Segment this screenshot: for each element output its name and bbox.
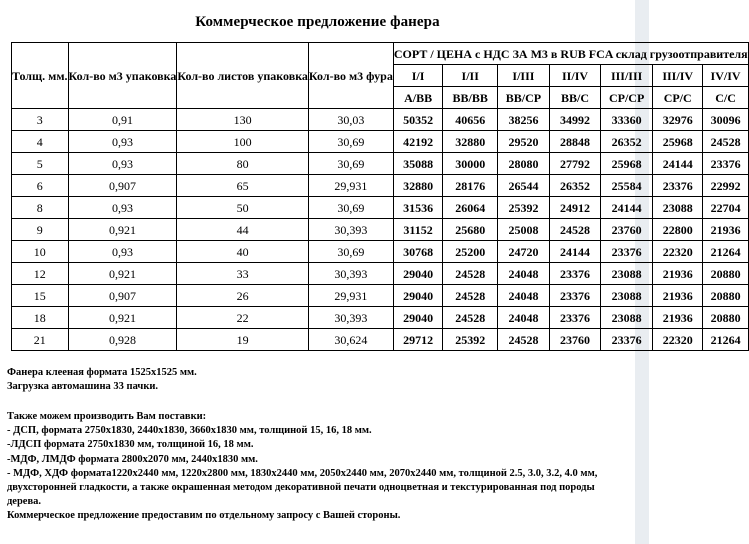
price-cell: 42192 (393, 131, 442, 153)
price-cell: 23376 (549, 285, 601, 307)
price-cell: 25584 (601, 175, 653, 197)
sheets-pack-cell: 22 (177, 307, 309, 329)
grade-header: III/IV (652, 65, 703, 87)
table-row (12, 285, 749, 307)
price-cell: 24144 (601, 197, 653, 219)
price-cell: 30000 (443, 153, 498, 175)
thickness-cell: 3 (12, 109, 69, 131)
phrase-header: A/BB (393, 87, 442, 109)
price-cell: 24528 (498, 329, 550, 351)
volume-truck-cell: 30,69 (308, 197, 393, 219)
price-cell: 20880 (703, 307, 748, 329)
price-cell: 24528 (443, 285, 498, 307)
price-cell: 24048 (498, 285, 550, 307)
table-row (12, 219, 749, 241)
price-cell: 21936 (652, 307, 703, 329)
volume-truck-cell: 30,69 (308, 131, 393, 153)
price-cell: 24144 (549, 241, 601, 263)
price-cell: 24144 (652, 153, 703, 175)
grade-header: I/II (443, 65, 498, 87)
price-cell: 32880 (443, 131, 498, 153)
price-cell: 21264 (703, 241, 748, 263)
volume-pack-cell: 0,921 (68, 219, 177, 241)
page-title: Коммерческое предложение фанера (195, 14, 440, 30)
sheets-pack-cell: 130 (177, 109, 309, 131)
table-row (12, 175, 749, 197)
sheets-pack-cell: 19 (177, 329, 309, 351)
thickness-cell: 4 (12, 131, 69, 153)
volume-truck-cell: 30,393 (308, 307, 393, 329)
price-cell: 35088 (393, 153, 442, 175)
phrase-header: BB/BB (443, 87, 498, 109)
price-cell: 23376 (549, 307, 601, 329)
price-cell: 28176 (443, 175, 498, 197)
volume-pack-cell: 0,921 (68, 307, 177, 329)
price-cell: 22320 (652, 329, 703, 351)
volume-pack-cell: 0,907 (68, 285, 177, 307)
price-cell: 23088 (601, 307, 653, 329)
price-cell: 27792 (549, 153, 601, 175)
price-cell: 29040 (393, 285, 442, 307)
thickness-cell: 10 (12, 241, 69, 263)
header-row-grade-price (12, 43, 749, 65)
price-cell: 25392 (443, 329, 498, 351)
grade-header: I/I (393, 65, 442, 87)
price-cell: 20880 (703, 285, 748, 307)
table-row (12, 109, 749, 131)
thickness-cell: 15 (12, 285, 69, 307)
price-cell: 25968 (601, 153, 653, 175)
phrase-header: CP/C (652, 87, 703, 109)
price-cell: 23376 (601, 241, 653, 263)
sheets-pack-cell: 50 (177, 197, 309, 219)
grade-header: I/III (498, 65, 550, 87)
note-line: -ЛДСП формата 2750х1830 мм, толщиной 16, 18 мм. (7, 439, 254, 451)
price-cell: 25680 (443, 219, 498, 241)
price-cell: 21936 (652, 263, 703, 285)
price-cell: 31152 (393, 219, 442, 241)
volume-pack-cell: 0,93 (68, 241, 177, 263)
volume-truck-cell: 30,69 (308, 241, 393, 263)
price-cell: 34992 (549, 109, 601, 131)
phrase-header: CP/CP (601, 87, 653, 109)
notes-top (7, 366, 627, 394)
grade-header: IV/IV (703, 65, 748, 87)
price-cell: 22320 (652, 241, 703, 263)
price-cell: 38256 (498, 109, 550, 131)
table-row (12, 241, 749, 263)
table-row (12, 197, 749, 219)
price-cell: 22704 (703, 197, 748, 219)
price-cell: 30096 (703, 109, 748, 131)
note-line: - МДФ, ХДФ формата1220х2440 мм, 1220х2800 мм, 1830х2440 мм, 2050х2440 мм, 2070х2440 мм, толщиной 2.5, 3.0, 3.2, 4.0 мм, двухсторонней гладкости, а также окрашенная методом декоративной печати одноцветная и текстурированная под породы дерева. (7, 467, 598, 508)
volume-truck-cell: 29,931 (308, 175, 393, 197)
thickness-cell: 8 (12, 197, 69, 219)
price-cell: 23760 (601, 219, 653, 241)
volume-truck-cell: 30,624 (308, 329, 393, 351)
col-header-volume-truck: Кол-во м3 фура (308, 43, 393, 109)
price-cell: 31536 (393, 197, 442, 219)
price-cell: 26352 (549, 175, 601, 197)
phrase-header: BB/C (549, 87, 601, 109)
thickness-cell: 6 (12, 175, 69, 197)
price-cell: 25392 (498, 197, 550, 219)
price-cell: 23376 (601, 329, 653, 351)
price-cell: 25200 (443, 241, 498, 263)
volume-truck-cell: 30,03 (308, 109, 393, 131)
thickness-cell: 12 (12, 263, 69, 285)
price-cell: 23376 (703, 153, 748, 175)
price-cell: 28080 (498, 153, 550, 175)
sheets-pack-cell: 100 (177, 131, 309, 153)
price-cell: 23760 (549, 329, 601, 351)
price-cell: 25968 (652, 131, 703, 153)
price-cell: 23376 (652, 175, 703, 197)
price-cell: 24048 (498, 263, 550, 285)
note-line: Также можем производить Вам поставки: (7, 411, 207, 422)
price-cell: 22992 (703, 175, 748, 197)
price-cell: 50352 (393, 109, 442, 131)
sheets-pack-cell: 33 (177, 263, 309, 285)
sheets-pack-cell: 80 (177, 153, 309, 175)
volume-pack-cell: 0,928 (68, 329, 177, 351)
price-cell: 23088 (652, 197, 703, 219)
thickness-cell: 18 (12, 307, 69, 329)
price-cell: 30768 (393, 241, 442, 263)
price-cell: 32976 (652, 109, 703, 131)
price-cell: 29040 (393, 263, 442, 285)
note-line: Загрузка автомашина 33 пачки. (7, 381, 159, 393)
note-line: Коммерческое предложение предоставим по отдельному запросу с Вашей стороны. (7, 510, 401, 522)
volume-pack-cell: 0,921 (68, 263, 177, 285)
thickness-cell: 5 (12, 153, 69, 175)
phrase-header: BB/CP (498, 87, 550, 109)
price-cell: 32880 (393, 175, 442, 197)
price-cell: 24048 (498, 307, 550, 329)
note-line: - ДСП, формата 2750х1830, 2440х1830, 3660х1830 мм, толщиной 15, 16, 18 мм. (7, 425, 372, 437)
price-cell: 21936 (652, 285, 703, 307)
table-row (12, 131, 749, 153)
table-row (12, 263, 749, 285)
col-header-thickness: Толщ. мм. (12, 43, 69, 109)
price-cell: 40656 (443, 109, 498, 131)
price-cell: 24528 (703, 131, 748, 153)
volume-truck-cell: 30,393 (308, 263, 393, 285)
price-cell: 29040 (393, 307, 442, 329)
volume-truck-cell: 30,69 (308, 153, 393, 175)
grade-header: III/III (601, 65, 653, 87)
sheets-pack-cell: 40 (177, 241, 309, 263)
table-row (12, 153, 749, 175)
grade-header: II/IV (549, 65, 601, 87)
volume-truck-cell: 30,393 (308, 219, 393, 241)
sheets-pack-cell: 65 (177, 175, 309, 197)
table-row (12, 329, 749, 351)
thickness-cell: 21 (12, 329, 69, 351)
sheets-pack-cell: 26 (177, 285, 309, 307)
price-cell: 22800 (652, 219, 703, 241)
price-cell: 26352 (601, 131, 653, 153)
price-cell: 24720 (498, 241, 550, 263)
price-cell: 21264 (703, 329, 748, 351)
price-cell: 26064 (443, 197, 498, 219)
price-cell: 24528 (549, 219, 601, 241)
price-cell: 24912 (549, 197, 601, 219)
notes-bottom (7, 410, 627, 524)
price-cell: 29520 (498, 131, 550, 153)
price-cell: 28848 (549, 131, 601, 153)
phrase-header: C/C (703, 87, 748, 109)
price-cell: 24528 (443, 307, 498, 329)
note-line: Фанера клееная формата 1525х1525 мм. (7, 367, 197, 378)
note-line: -МДФ, ЛМДФ формата 2800х2070 мм, 2440х1830 мм. (7, 453, 258, 465)
col-header-sheets-pack: Кол-во листов упаковка (177, 43, 309, 109)
price-cell: 29712 (393, 329, 442, 351)
col-header-volume-pack: Кол-во м3 упаковка (68, 43, 177, 109)
volume-pack-cell: 0,907 (68, 175, 177, 197)
volume-pack-cell: 0,93 (68, 197, 177, 219)
thickness-cell: 9 (12, 219, 69, 241)
price-cell: 23376 (549, 263, 601, 285)
price-table (11, 42, 749, 351)
price-cell: 23088 (601, 263, 653, 285)
price-cell: 25008 (498, 219, 550, 241)
price-cell: 24528 (443, 263, 498, 285)
volume-pack-cell: 0,93 (68, 153, 177, 175)
price-cell: 33360 (601, 109, 653, 131)
volume-pack-cell: 0,91 (68, 109, 177, 131)
price-cell: 21936 (703, 219, 748, 241)
price-cell: 23088 (601, 285, 653, 307)
sheets-pack-cell: 44 (177, 219, 309, 241)
volume-truck-cell: 29,931 (308, 285, 393, 307)
price-cell: 20880 (703, 263, 748, 285)
price-cell: 26544 (498, 175, 550, 197)
table-row (12, 307, 749, 329)
volume-pack-cell: 0,93 (68, 131, 177, 153)
col-header-grade-price: СОРТ / ЦЕНА с НДС ЗА М3 в RUB FCA склад грузоотправителя (393, 43, 748, 65)
